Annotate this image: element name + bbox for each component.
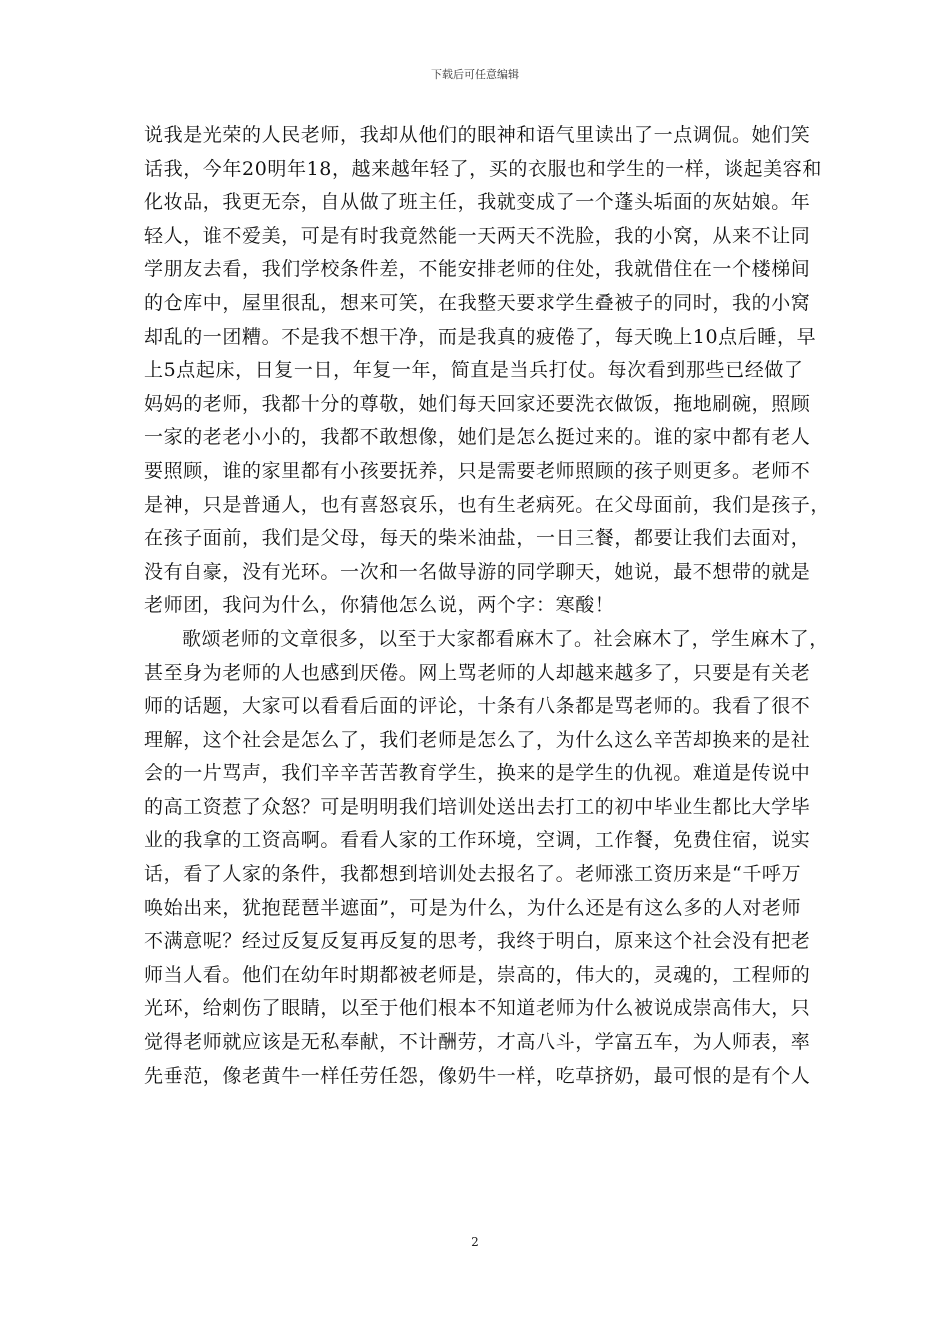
text-line: 唤始出来，犹抱琵琶半遮面”，可是为什么，为什么还是有这么多的人对老师 xyxy=(144,896,802,919)
document-body xyxy=(144,119,831,1093)
text-line: 歌颂老师的文章很多，以至于大家都看麻木了。社会麻木了，学生麻木了， xyxy=(182,627,829,650)
text-line: 妈妈的老师，我都十分的尊敬，她们每天回家还要洗衣做饭，拖地刷碗，照顾 xyxy=(144,392,811,415)
text-line: 业的我拿的工资高啊。看看人家的工作环境，空调，工作餐，免费住宿，说实 xyxy=(144,829,811,852)
text-line: 不满意呢？经过反复反复再反复的思考，我终于明白，原来这个社会没有把老 xyxy=(144,930,811,953)
text-line: 甚至身为老师的人也感到厌倦。网上骂老师的人却越来越多了，只要是有关老 xyxy=(144,661,811,684)
text-line: 会的一片骂声，我们辛辛苦苦教育学生，换来的是学生的仇视。难道是传说中 xyxy=(144,762,811,785)
text-line: 的仓库中，屋里很乱，想来可笑，在我整天要求学生叠被子的同时，我的小窝 xyxy=(144,291,811,314)
text-line: 却乱的一团糟。不是我不想干净，而是我真的疲倦了，每天晚上10点后睡，早 xyxy=(144,325,817,348)
text-line: 先垂范，像老黄牛一样任劳任怨，像奶牛一样，吃草挤奶，最可恨的是有个人 xyxy=(144,1064,811,1087)
text-line: 没有自豪，没有光环。一次和一名做导游的同学聊天，她说，最不想带的就是 xyxy=(144,560,811,583)
text-line: 师当人看。他们在幼年时期都被老师是，崇高的，伟大的，灵魂的，工程师的 xyxy=(144,963,811,986)
text-line: 话，看了人家的条件，我都想到培训处去报名了。老师涨工资历来是“千呼万 xyxy=(144,863,802,886)
page-number: 2 xyxy=(471,1235,479,1249)
paragraph xyxy=(144,623,829,1093)
text-line: 一家的老老小小的，我都不敢想像，她们是怎么挺过来的。谁的家中都有老人 xyxy=(144,426,811,449)
text-line: 的高工资惹了众怒？可是明明我们培训处送出去打工的初中毕业生都比大学毕 xyxy=(144,795,811,818)
text-line: 觉得老师就应该是无私奉献，不计酬劳，才高八斗，学富五车，为人师表，率 xyxy=(144,1031,811,1054)
text-line: 化妆品，我更无奈，自从做了班主任，我就变成了一个蓬头垢面的灰姑娘。年 xyxy=(144,191,811,214)
text-line: 要照顾，谁的家里都有小孩要抚养，只是需要老师照顾的孩子则更多。老师不 xyxy=(144,459,811,482)
paragraph xyxy=(144,119,831,623)
text-line: 轻人，谁不爱美，可是有时我竟然能一天两天不洗脸，我的小窝，从来不让同 xyxy=(144,224,811,247)
text-line: 老师团，我问为什么，你猜他怎么说，两个字：寒酸！ xyxy=(144,594,615,617)
text-line: 师的话题，大家可以看看后面的评论，十条有八条都是骂老师的。我看了很不 xyxy=(144,695,811,718)
text-line: 是神，只是普通人，也有喜怒哀乐，也有生老病死。在父母面前，我们是孩子， xyxy=(144,493,831,516)
text-line: 话我，今年20明年18，越来越年轻了，买的衣服也和学生的一样，谈起美容和 xyxy=(144,157,822,180)
page-header: 下载后可任意编辑 xyxy=(431,68,519,81)
text-line: 光环，给刺伤了眼睛，以至于他们根本不知道老师为什么被说成崇高伟大，只 xyxy=(144,997,811,1020)
text-line: 在孩子面前，我们是父母，每天的柴米油盐，一日三餐，都要让我们去面对， xyxy=(144,527,811,550)
text-line: 上5点起床，日复一日，年复一年，简直是当兵打仗。每次看到那些已经做了 xyxy=(144,359,804,382)
text-line: 学朋友去看，我们学校条件差，不能安排老师的住处，我就借住在一个楼梯间 xyxy=(144,258,811,281)
text-line: 理解，这个社会是怎么了，我们老师是怎么了，为什么这么辛苦却换来的是社 xyxy=(144,728,811,751)
text-line: 说我是光荣的人民老师，我却从他们的眼神和语气里读出了一点调侃。她们笑 xyxy=(144,124,811,146)
